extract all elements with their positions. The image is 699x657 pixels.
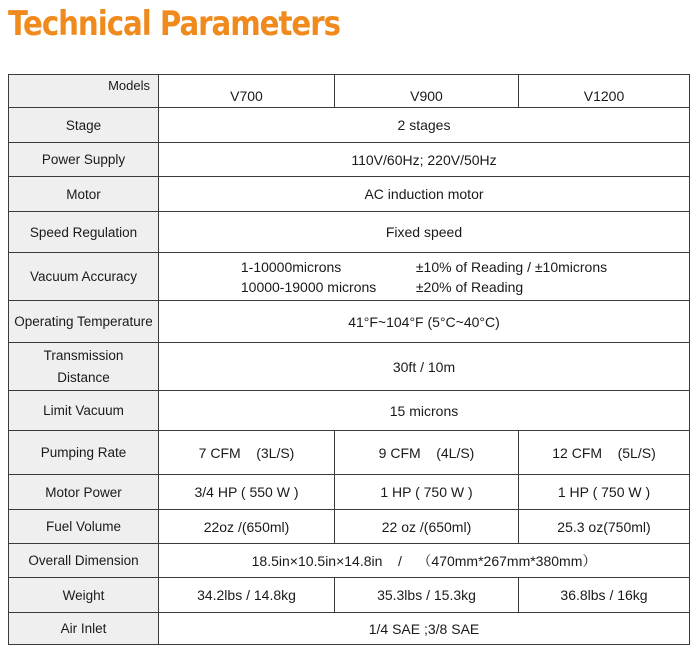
- vacuum-range: 10000-19000 microns: [240, 278, 377, 295]
- transmission-distance-label: [9, 343, 159, 391]
- vacuum-range: 1-10000microns: [240, 258, 342, 275]
- table-row-operating-temperature: [9, 301, 690, 343]
- vacuum-accuracy-line: [241, 277, 607, 297]
- technical-parameters-table: [8, 74, 690, 645]
- air-inlet-label: Air Inlet: [9, 613, 159, 645]
- table-row-pumping-rate: [9, 431, 690, 475]
- vacuum-accuracy-list: [241, 257, 607, 297]
- power-supply-value: 110V/60Hz; 220V/50Hz: [159, 143, 690, 177]
- table-row-speed-regulation: [9, 212, 690, 253]
- power-supply-label: Power Supply: [9, 143, 159, 177]
- table-row-air-inlet: [9, 613, 690, 645]
- fuel-volume-v1200: 25.3 oz(750ml): [519, 510, 690, 544]
- motor-label: Motor: [9, 177, 159, 212]
- table-row-weight: [9, 578, 690, 613]
- transmission-distance-label-line2: Distance: [57, 369, 110, 385]
- vacuum-accuracy-value: [159, 253, 690, 301]
- transmission-distance-value: 30ft / 10m: [159, 343, 690, 391]
- fuel-volume-v700: 22oz /(650ml): [159, 510, 335, 544]
- table-row-power-supply: [9, 143, 690, 177]
- operating-temperature-value: 41°F~104°F (5°C~40°C): [159, 301, 690, 343]
- motor-value: AC induction motor: [159, 177, 690, 212]
- models-header: Models: [9, 75, 159, 108]
- transmission-distance-label-line1: Transmission: [43, 347, 124, 363]
- motor-power-label: Motor Power: [9, 475, 159, 510]
- table-row-motor: [9, 177, 690, 212]
- table-row-motor-power: [9, 475, 690, 510]
- weight-v700: 34.2lbs / 14.8kg: [159, 578, 335, 613]
- overall-dimension-value: 18.5in×10.5in×14.8in / （470mm*267mm*380mm）: [159, 544, 690, 578]
- motor-power-v900: 1 HP ( 750 W ): [335, 475, 519, 510]
- operating-temperature-label: Operating Temperature: [9, 301, 159, 343]
- model-v1200: V1200: [519, 75, 690, 108]
- pumping-rate-v700: 7 CFM (3L/S): [159, 431, 335, 475]
- fuel-volume-v900: 22 oz /(650ml): [335, 510, 519, 544]
- overall-dimension-label: Overall Dimension: [9, 544, 159, 578]
- model-v900: V900: [335, 75, 519, 108]
- table-row-fuel-volume: [9, 510, 690, 544]
- table-row-overall-dimension: [9, 544, 690, 578]
- vacuum-accuracy-line: [241, 257, 607, 277]
- fuel-volume-label: Fuel Volume: [9, 510, 159, 544]
- vacuum-tolerance: ±20% of Reading: [415, 278, 524, 295]
- weight-v900: 35.3lbs / 15.3kg: [335, 578, 519, 613]
- stage-label: Stage: [9, 108, 159, 143]
- weight-v1200: 36.8lbs / 16kg: [519, 578, 690, 613]
- speed-regulation-value: Fixed speed: [159, 212, 690, 253]
- vacuum-tolerance: ±10% of Reading / ±10microns: [415, 258, 608, 275]
- pumping-rate-v1200: 12 CFM (5L/S): [519, 431, 690, 475]
- model-v700: V700: [159, 75, 335, 108]
- stage-value: 2 stages: [159, 108, 690, 143]
- vacuum-accuracy-label: Vacuum Accuracy: [9, 253, 159, 301]
- table-row-stage: [9, 108, 690, 143]
- table-row-models: [9, 75, 690, 108]
- air-inlet-value: 1/4 SAE ;3/8 SAE: [159, 613, 690, 645]
- weight-label: Weight: [9, 578, 159, 613]
- table-row-limit-vacuum: [9, 391, 690, 431]
- speed-regulation-label: Speed Regulation: [9, 212, 159, 253]
- limit-vacuum-value: 15 microns: [159, 391, 690, 431]
- pumping-rate-label: Pumping Rate: [9, 431, 159, 475]
- motor-power-v700: 3/4 HP ( 550 W ): [159, 475, 335, 510]
- limit-vacuum-label: Limit Vacuum: [9, 391, 159, 431]
- page-title: Technical Parameters: [8, 4, 340, 44]
- pumping-rate-v900: 9 CFM (4L/S): [335, 431, 519, 475]
- table-row-transmission-distance: [9, 343, 690, 391]
- table-row-vacuum-accuracy: [9, 253, 690, 301]
- motor-power-v1200: 1 HP ( 750 W ): [519, 475, 690, 510]
